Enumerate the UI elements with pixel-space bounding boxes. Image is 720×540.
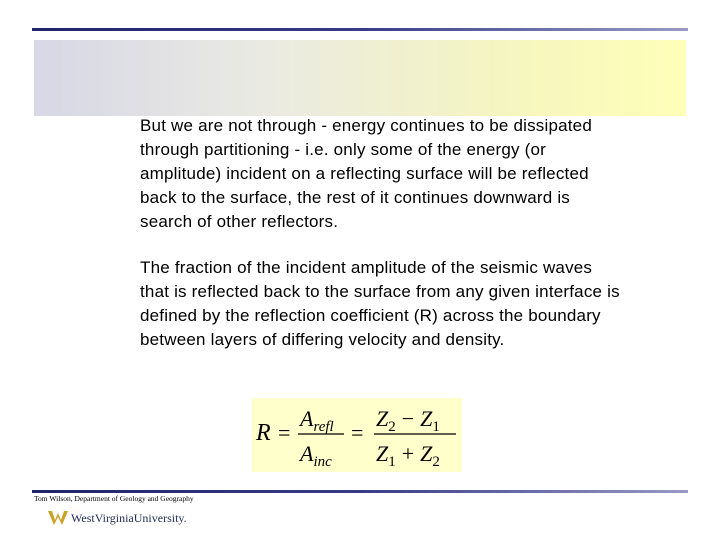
formula-equals-2: =	[351, 420, 364, 445]
footer-credit: Tom Wilson, Department of Geology and Geography	[34, 494, 194, 503]
paragraph-energy-partitioning: But we are not through - energy continues to be dissipated through partitioning - i.e. only some of the energy (or amplitude) incident on a reflecting surface will be reflected back to the surface, the rest of it continues downward is search of other reflectors.	[140, 116, 592, 231]
bottom-rule	[32, 490, 688, 493]
wvu-logo-text: WestVirginiaUniversity.	[71, 510, 187, 525]
title-band	[34, 40, 686, 116]
formula-frac2-num: $Z_2 - Z_1$	[376, 406, 440, 435]
formula-frac2-den: $Z_1 + Z_2$	[376, 441, 440, 470]
formula-frac1-den: $A_{inc}$	[300, 441, 332, 470]
reflection-coefficient-formula	[252, 398, 462, 472]
paragraph-reflection-coefficient: The fraction of the incident amplitude of the seismic waves that is reflected back to the surface from any given interface is defined by the reflection coefficient (R) across the boundary between layers of differing velocity and density.	[140, 258, 620, 349]
wvu-flying-wv-icon	[48, 510, 68, 526]
slide-body	[140, 114, 620, 352]
formula-equals-1: =	[278, 420, 291, 445]
formula-frac1-num: $A_{refl}$	[300, 406, 334, 435]
wvu-logo	[48, 508, 187, 528]
formula-lhs: R	[256, 420, 271, 446]
top-rule	[32, 28, 688, 31]
formula-svg	[252, 398, 462, 472]
